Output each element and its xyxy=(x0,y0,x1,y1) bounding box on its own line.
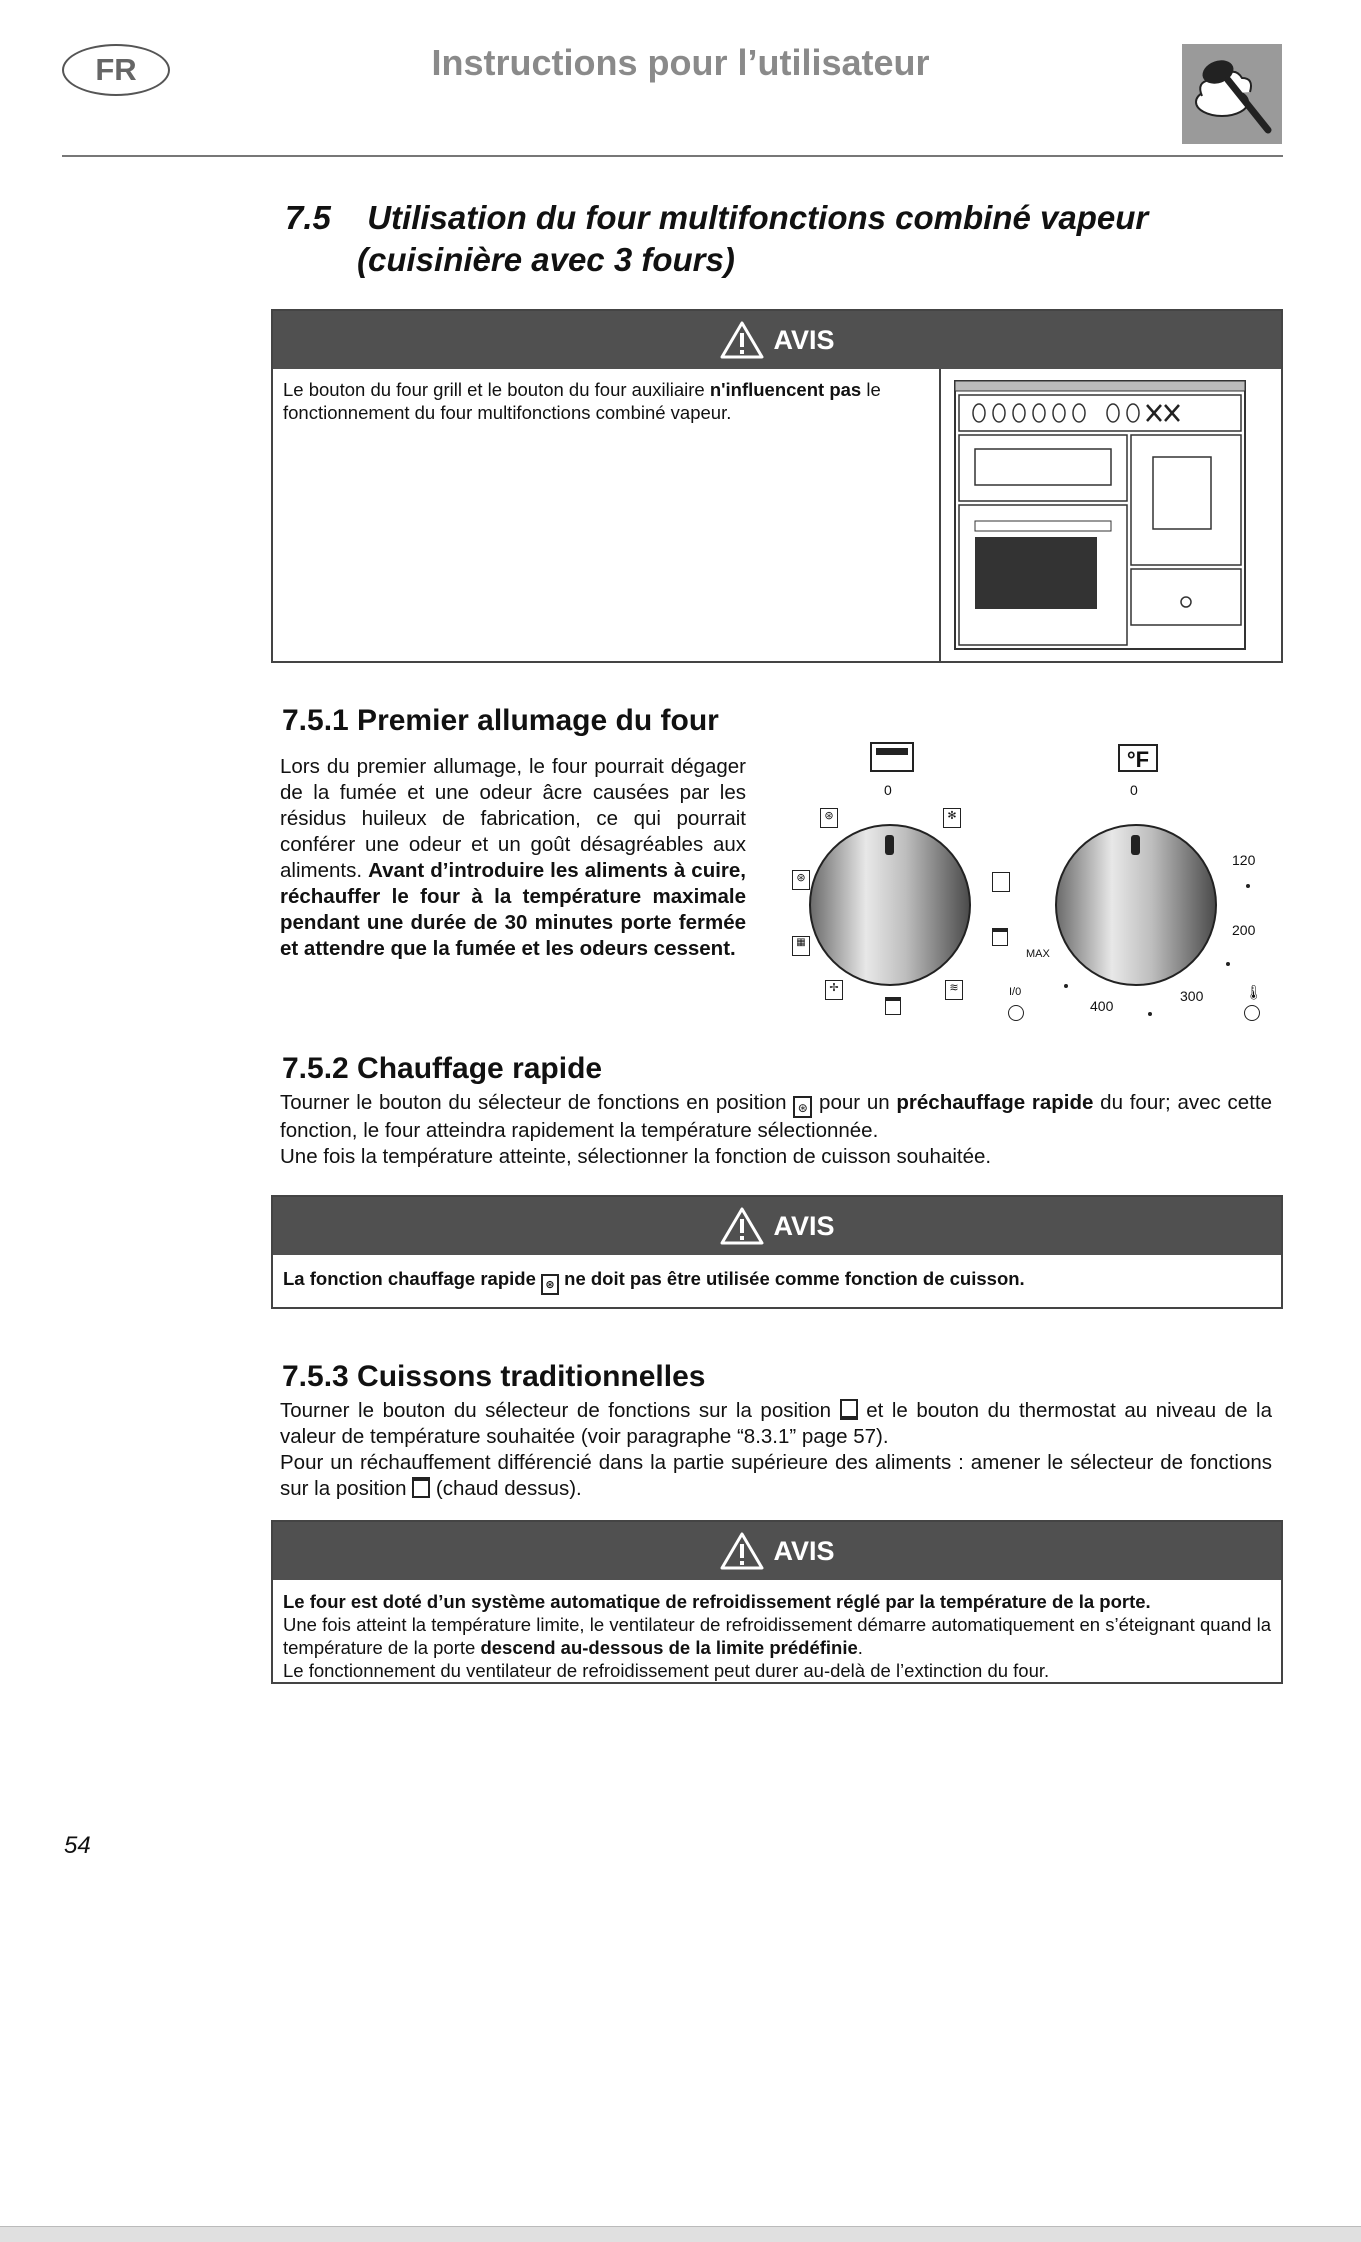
avis-2-text-part: La fonction chauffage rapide xyxy=(283,1268,541,1289)
section-7-5-2-text-part: du four; avec cette fonction, le four atteindra rapidement la température sélectionnée. xyxy=(280,1091,1272,1142)
temp-120-label: 120 xyxy=(1232,852,1256,868)
header-divider xyxy=(62,155,1283,157)
temp-300-label: 300 xyxy=(1180,988,1204,1004)
fahrenheit-unit-label: °F xyxy=(1118,744,1158,772)
scale-dot xyxy=(1226,962,1230,966)
section-title-7-5-1: 7.5.1 Premier allumage du four xyxy=(282,704,719,737)
section-7-5-3-text-part: et le bouton du thermostat au niveau de la valeur de température souhaitée (voir paragraphe “8.3.1” page 57). xyxy=(280,1399,1272,1448)
temp-max-label: MAX xyxy=(1026,948,1050,960)
avis-3-text-part: Le fonctionnement du ventilateur de refroidissement peut durer au-delà de l’extinction du four. xyxy=(283,1660,1050,1681)
top-heat-icon xyxy=(992,928,1008,946)
section-number: 7.5 xyxy=(285,199,331,236)
avis-3-bold-line: Le four est doté d’un système automatique de refroidissement réglé par la température de la porte. xyxy=(283,1591,1151,1612)
grill-icon xyxy=(885,997,901,1015)
section-7-5-2-text-part: Une fois la température atteinte, sélectionner la fonction de cuisson souhaitée. xyxy=(280,1145,992,1168)
thermometer-icon: 🌡 xyxy=(1245,984,1263,1000)
page-number: 54 xyxy=(64,1832,91,1859)
footer-bar xyxy=(0,2226,1361,2242)
selector-io-label: I/0 xyxy=(1009,986,1022,998)
section-7-5-3-text-part: (chaud dessus). xyxy=(430,1477,582,1500)
conventional-icon xyxy=(840,1399,858,1420)
avis-3-text xyxy=(273,1580,1281,1691)
avis-box-1 xyxy=(271,309,1283,663)
avis-header xyxy=(273,1522,1281,1580)
avis-1-text-part: le fonctionnement du four multifonctions combiné vapeur. xyxy=(283,379,881,423)
avis-header xyxy=(273,311,1281,369)
avis-box-2 xyxy=(271,1195,1283,1309)
rapid-heat-icon: ⊛ xyxy=(541,1274,559,1295)
fan-grill-icon: ▦ xyxy=(792,936,810,956)
chef-spoon-logo-icon xyxy=(1182,44,1282,144)
section-7-5-2-bold: préchauffage rapide xyxy=(896,1091,1094,1114)
control-knobs-diagram xyxy=(780,740,1280,1030)
warning-triangle-icon xyxy=(719,320,765,360)
avis-label: AVIS xyxy=(773,1535,835,1566)
section-7-5-2-text-part: pour un xyxy=(812,1091,897,1114)
fan-oven-icon: ⊛ xyxy=(792,870,810,890)
rapid-heat-icon: ⊛ xyxy=(793,1096,812,1118)
warning-triangle-icon xyxy=(719,1206,765,1246)
section-7-5-2-text-part: Tourner le bouton du sélecteur de fonctions en position xyxy=(280,1091,794,1114)
avis-3-text-part: Une fois atteint la température limite, le ventilateur de refroidissement démarre automatiquement en s’éteignant quand la température de la porte xyxy=(283,1614,1271,1658)
section-7-5-3-text xyxy=(280,1398,1272,1502)
avis-2-text-part: ne doit pas être utilisée comme fonction de cuisson. xyxy=(559,1268,1025,1289)
section-title-7-5-2: 7.5.2 Chauffage rapide xyxy=(282,1052,603,1085)
rapid-heat-icon: ⊛ xyxy=(820,808,838,828)
section-7-5-1-bold: Avant d’introduire les aliments à cuire, réchauffer le four à la température maximale pendant une durée de 30 minutes porte fermée et attendre que la fumée et les odeurs cessent. xyxy=(280,859,746,960)
section-7-5-1-text-part: Lors du premier allumage, le four pourrait dégager de la fumée et une odeur âcre causées par les résidus huileux de fabrication, ce qui pourrait conférer une odeur et un goût désagréables aux aliments. xyxy=(280,755,746,882)
temp-400-label: 400 xyxy=(1090,998,1114,1014)
section-7-5-3-text-part: Pour un réchauffement différencié dans la partie supérieure des aliments : amener le sélecteur de fonctions sur la position xyxy=(280,1451,1272,1500)
cooker-illustration xyxy=(941,369,1281,661)
oven-light-icon xyxy=(870,742,914,772)
fan-icon: ✢ xyxy=(825,980,843,1000)
page-header-title: Instructions pour l’utilisateur xyxy=(431,42,930,83)
avis-label: AVIS xyxy=(773,324,835,355)
avis-1-text xyxy=(273,369,941,661)
avis-box-3 xyxy=(271,1520,1283,1684)
avis-3-text-part: . xyxy=(857,1637,863,1658)
conventional-icon xyxy=(992,872,1010,892)
section-title-line1: Utilisation du four multifonctions combiné vapeur xyxy=(367,199,1149,236)
section-title-7-5 xyxy=(285,199,1148,237)
section-7-5-2-text xyxy=(280,1090,1272,1170)
defrost-icon: ✻ xyxy=(943,808,961,828)
avis-label: AVIS xyxy=(773,1210,835,1241)
section-title-7-5-3: 7.5.3 Cuissons traditionnelles xyxy=(282,1360,706,1393)
top-heat-icon xyxy=(412,1477,430,1498)
steam-icon: ≋ xyxy=(945,980,963,1000)
avis-1-text-part: Le bouton du four grill et le bouton du four auxiliaire xyxy=(283,379,710,400)
language-badge: FR xyxy=(62,44,170,96)
range-cooker-icon xyxy=(941,369,1281,661)
scale-dot xyxy=(1246,884,1250,888)
avis-1-bold: n'influencent pas xyxy=(709,379,862,400)
avis-header xyxy=(273,1197,1281,1255)
warning-triangle-icon xyxy=(719,1531,765,1571)
thermostat-zero-label: 0 xyxy=(1130,782,1138,798)
selector-zero-label: 0 xyxy=(884,782,892,798)
scale-dot xyxy=(1148,1012,1152,1016)
selector-indicator-light-icon xyxy=(1008,1005,1024,1021)
section-7-5-3-text-part: Tourner le bouton du sélecteur de fonctions sur la position xyxy=(280,1399,840,1422)
section-title-line2: (cuisinière avec 3 fours) xyxy=(357,241,735,278)
avis-2-text xyxy=(273,1255,1281,1304)
avis-3-bold: descend au-dessous de la limite prédéfinie xyxy=(480,1637,858,1658)
temp-200-label: 200 xyxy=(1232,922,1256,938)
scale-dot xyxy=(1064,984,1068,988)
thermostat-indicator-light-icon xyxy=(1244,1005,1260,1021)
section-7-5-1-text xyxy=(280,754,746,962)
